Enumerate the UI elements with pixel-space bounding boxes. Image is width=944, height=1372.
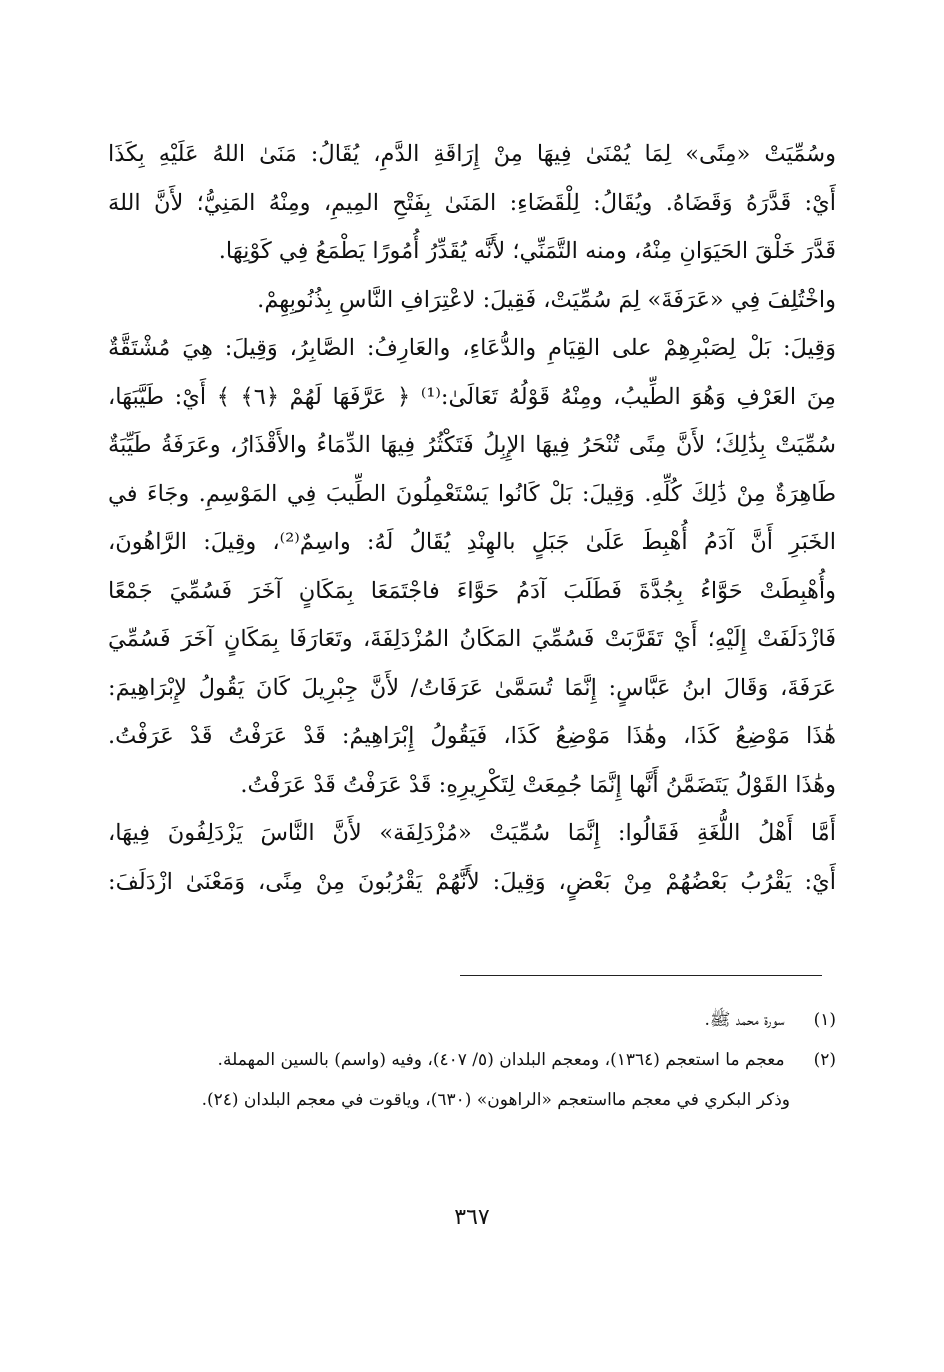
- footnote-number: (١): [813, 1010, 836, 1030]
- text-line: عَرَفَةَ، وَقَالَ ابنُ عَبَّاسٍ: إِنَّمَا تُسَمَّىٰ عَرَفَاتُ/ لأَنَّ جِبْرِيلَ كَانَ يَقُولُ لإِبْرَاهِيمَ:: [108, 674, 836, 701]
- footnote-2-continuation: وذكر البكري في معجم مااستعجم «الراهون» (٦٣٠)، وياقوت في معجم البلدان (٢٤).: [201, 1090, 790, 1110]
- footnote-divider: [460, 975, 822, 976]
- text-line: الخَبَرِ أَنَّ آدَمُ أُهْبِطَ عَلَىٰ جَبَلٍ بالهِنْدِ يُقَالُ لَهُ: واسِمٌ⁽²⁾، وقِيلَ: الرَّاهُونَ،: [108, 529, 836, 555]
- text-line: وأُهْبِطَتْ حَوَّاءُ بِجُدَّةَ فَطَلَبَ آدَمُ حَوَّاءَ فاجْتَمَعَا بِمَكَانٍ آخَرَ فَسُمِّيَ جَمْعًا: [108, 577, 836, 604]
- text-line: طَاهِرَةٌ مِنْ ذَٰلِكَ كُلِّهِ. وَقِيلَ: بَلْ كَانُوا يَسْتَعْمِلُونَ الطِّيبَ فِي المَوْسِمِ. وجَاءَ في: [108, 480, 836, 507]
- text-line: هَٰذَا مَوْضِعُ كَذَا، وهَٰذَا مَوْضِعُ كَذَا، فَيَقُولُ إِبْرَاهِيمُ: قَدْ عَرَفْتُ قَدْ عَرَفْتُ.: [108, 723, 836, 749]
- main-text: [108, 130, 836, 906]
- footnotes: [108, 1000, 836, 1120]
- page-number: ٣٦٧: [454, 1205, 490, 1230]
- text-line: سُمِّيَتْ بِذَٰلِكَ؛ لأَنَّ مِنًى تُنْحَرُ فِيهَا الإِبِلُ فَتَكْثُرُ فِيهَا الدِّمَاءُ والأَقْذَارُ، وعَرَفَةُ طَيِّبَةٌ: [108, 432, 836, 458]
- text-line: وَقِيلَ: بَلْ لِصَبْرِهِمْ على القِيَامِ والدُّعَاءِ، والعَارِفُ: الصَّابِرُ، وَقِيلَ: هِيَ مُشْتَقَّةٌ: [108, 335, 836, 361]
- text-line: فَازْدَلَفَتْ إِلَيْهِ؛ أَيْ تَقَرَّبَتْ فَسُمِّيَ المَكَانُ المُزْدَلِفَةَ، وتَعَارَفَا بِمَكَانٍ آخَرَ فَسُمِّيَ: [108, 626, 836, 652]
- footnote-text: سورة محمد ﷺ.: [704, 1010, 785, 1030]
- text-line: قَدَّرَ خَلْقَ الحَيَوَانِ مِنْهُ، ومنه التَّمَنِّي؛ لأَنَّه يُقَدِّرُ أُمُورًا يَطْمَعُ فِي كَوْنِهَا.: [218, 238, 836, 264]
- text-line: أَيْ: يَقْرُبُ بَعْضُهُمْ مِنْ بَعْضٍ، وَقِيلَ: لأَنَّهُمْ يَقْرُبُونَ مِنْ مِنًى، وَمَعْنَىٰ ازْدَلَفَ:: [108, 868, 836, 895]
- text-line: وسُمِّيَتْ «مِنًى» لِمَا يُمْنَىٰ فِيهَا مِنْ إِرَاقَةِ الدَّمِ، يُقَالُ: مَنَىٰ اللهُ عَلَيْهِ بِكَذَا: [108, 141, 836, 167]
- footnote-number: (٢): [813, 1050, 836, 1070]
- footnote-2: [108, 1040, 836, 1080]
- text-line: وهَٰذَا القَوْلُ يَتَضَمَّنُ أَنَّها إِنَّمَا جُمِعَتْ لِتَكْرِيرِهِ: قَدْ عَرَفْتُ قَدْ عَرَفْتُ.: [240, 771, 836, 798]
- footnote-1: [108, 1000, 836, 1040]
- text-line: أَيْ: قَدَّرَهُ وَقَضَاهُ. ويُقَالُ: لِلْقَضَاءِ: المَنَىٰ بِفَتْحِ المِيمِ، ومِنْهُ المَنِيُّ؛ لأَنَّ اللهَ: [108, 189, 836, 216]
- text-line: مِنَ العَرْفِ وَهُوَ الطِّيبُ، ومِنْهُ قَوْلُهُ تَعَالَىٰ:⁽¹⁾ ﴿ عَرَّفَهَا لَهُمْ ﴿٦﴾ ﴾ أَيْ: طَيَّبَهَا،: [108, 383, 836, 410]
- footnote-text: معجم ما استعجم (١٣٦٤)، ومعجم البلدان (٥/ ٤٠٧)، وفيه (واسم) بالسين المهملة.: [217, 1050, 785, 1070]
- text-line: واخْتُلِفَ فِي «عَرَفَةَ» لِمَ سُمِّيَتْ، فَقِيلَ: لاعْتِرَافِ النَّاسِ بِذُنُوبِهِمْ.: [257, 286, 836, 313]
- text-line: أَمَّا أَهْلُ اللُّغَةِ فَقَالُوا: إِنَّمَا سُمِّيَتْ «مُزْدَلِفَة» لأَنَّ النَّاسَ يَزْدَلِفُونَ فِيهَا،: [108, 820, 836, 846]
